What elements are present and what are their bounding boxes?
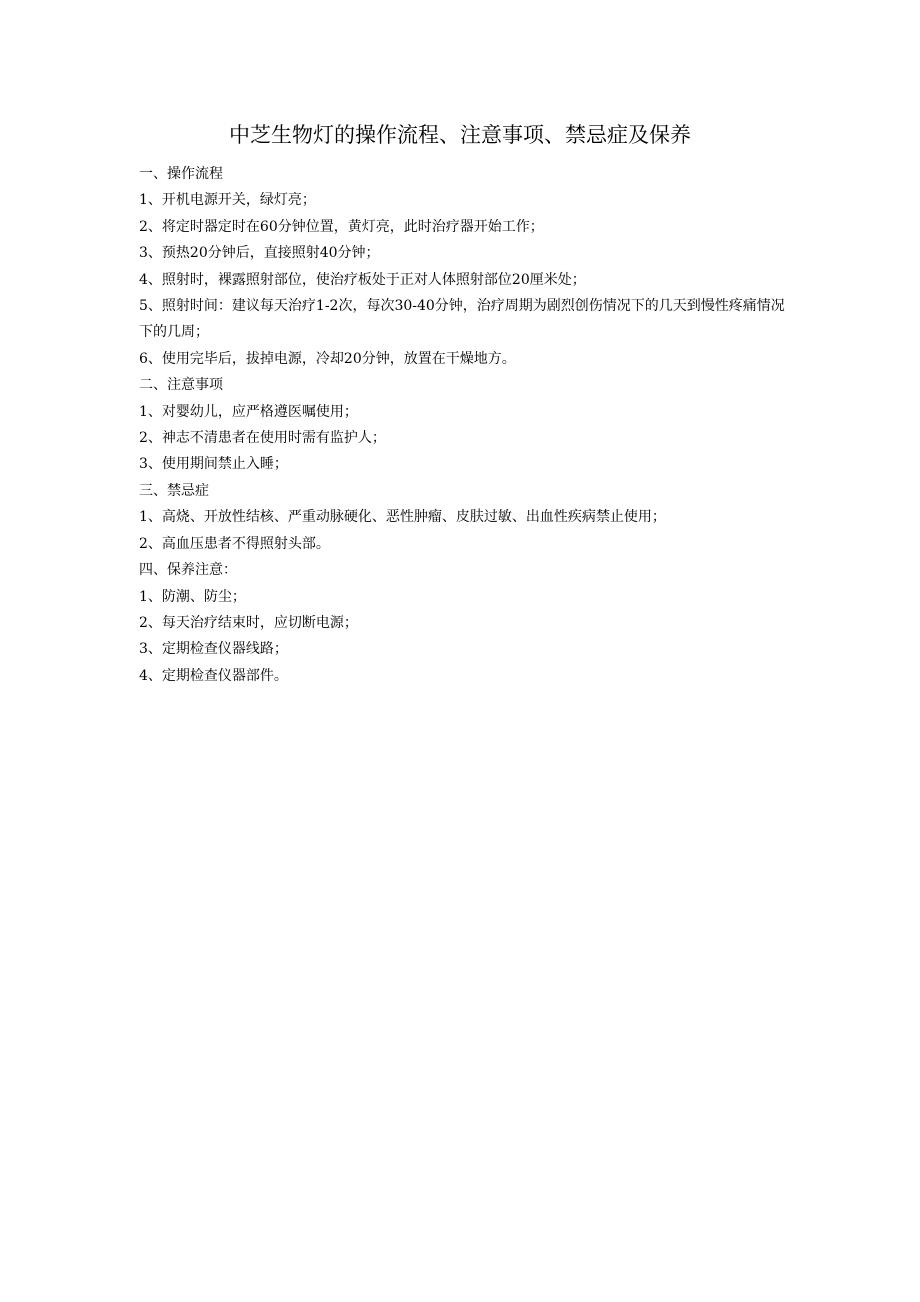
maintenance-item-4: 4、定期检查仪器部件。 [139, 667, 288, 684]
document-title: 中芝生物灯的操作流程、注意事项、禁忌症及保养 [229, 123, 691, 147]
section-heading-operation: 一、操作流程 [139, 166, 223, 182]
operation-item-4: 4、照射时，裸露照射部位，使治疗板处于正对人体照射部位20厘米处； [139, 271, 586, 288]
document-body [139, 161, 789, 689]
operation-item-5: 5、照射时间：建议每天治疗1-2次，每次30-40分钟，治疗周期为剧烈创伤情况下的几天到慢性疼痛情况下的几周； [139, 298, 785, 341]
section-heading-maintenance: 四、保养注意： [139, 562, 237, 579]
operation-item-3: 3、预热20分钟后，直接照射40分钟； [139, 245, 380, 262]
precaution-item-1: 1、对婴幼儿，应严格遵医嘱使用； [139, 403, 358, 420]
maintenance-item-3: 3、定期检查仪器线路； [139, 641, 288, 658]
operation-item-6: 6、使用完毕后，拔掉电源，冷却20分钟，放置在干燥地方。 [139, 350, 516, 367]
operation-item-1: 1、开机电源开关，绿灯亮； [139, 192, 316, 209]
precaution-item-2: 2、神志不清患者在使用时需有监护人； [139, 430, 386, 447]
precaution-item-3: 3、使用期间禁止入睡； [139, 456, 288, 473]
section-heading-contraindications: 三、禁忌症 [139, 482, 209, 499]
contraindication-item-1: 1、高烧、开放性结核、严重动脉硬化、恶性肿瘤、皮肤过敏、出血性疾病禁止使用； [139, 509, 666, 526]
maintenance-item-2: 2、每天治疗结束时，应切断电源； [139, 614, 358, 631]
contraindication-item-2: 2、高血压患者不得照射头部。 [139, 535, 330, 552]
section-heading-precautions: 二、注意事项 [139, 377, 223, 394]
maintenance-item-1: 1、防潮、防尘； [139, 588, 246, 605]
operation-item-2: 2、将定时器定时在60分钟位置，黄灯亮，此时治疗器开始工作； [139, 218, 544, 235]
